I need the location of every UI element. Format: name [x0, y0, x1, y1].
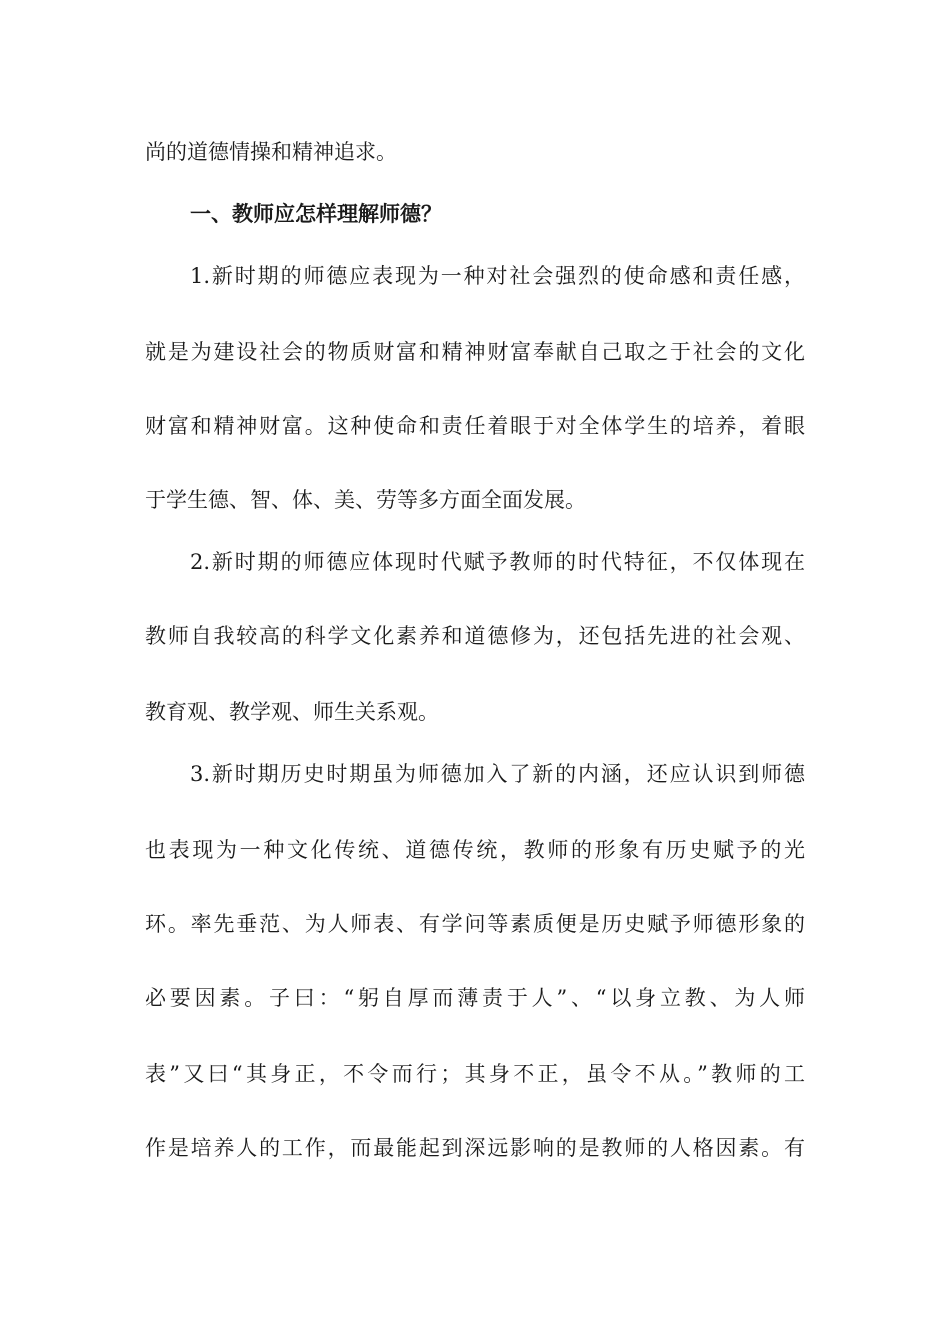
paragraph-line: 环。率先垂范、为人师表、有学问等素质便是历史赋予师德形象的	[145, 912, 805, 936]
paragraph-line: 教育观、教学观、师生关系观。	[145, 700, 439, 724]
paragraph-line: 作是培养人的工作，而最能起到深远影响的是教师的人格因素。有	[145, 1136, 805, 1160]
paragraph-line: 于学生德、智、体、美、劳等多方面全面发展。	[145, 488, 586, 512]
paragraph-line: 财富和精神财富。这种使命和责任着眼于对全体学生的培养，着眼	[145, 414, 805, 438]
paragraph-line: 表”又曰“其身正，不令而行；其身不正，虽令不从。”教师的工	[145, 1062, 805, 1086]
paragraph-line: 3.新时期历史时期虽为师德加入了新的内涵，还应认识到师德	[190, 762, 805, 786]
paragraph-line: 也表现为一种文化传统、道德传统，教师的形象有历史赋予的光	[145, 838, 805, 862]
paragraph-line: 教师自我较高的科学文化素养和道德修为，还包括先进的社会观、	[145, 624, 805, 648]
paragraph-line: 就是为建设社会的物质财富和精神财富奉献自己取之于社会的文化	[145, 340, 805, 364]
paragraph-line: 尚的道德情操和精神追求。	[145, 140, 397, 164]
paragraph-line: 必要因素。子曰：“躬自厚而薄责于人”、“以身立教、为人师	[145, 986, 805, 1010]
section-heading: 一、教师应怎样理解师德？	[190, 201, 442, 226]
paragraph-line: 2.新时期的师德应体现时代赋予教师的时代特征，不仅体现在	[190, 550, 805, 574]
paragraph-line: 1.新时期的师德应表现为一种对社会强烈的使命感和责任感，	[190, 264, 805, 288]
